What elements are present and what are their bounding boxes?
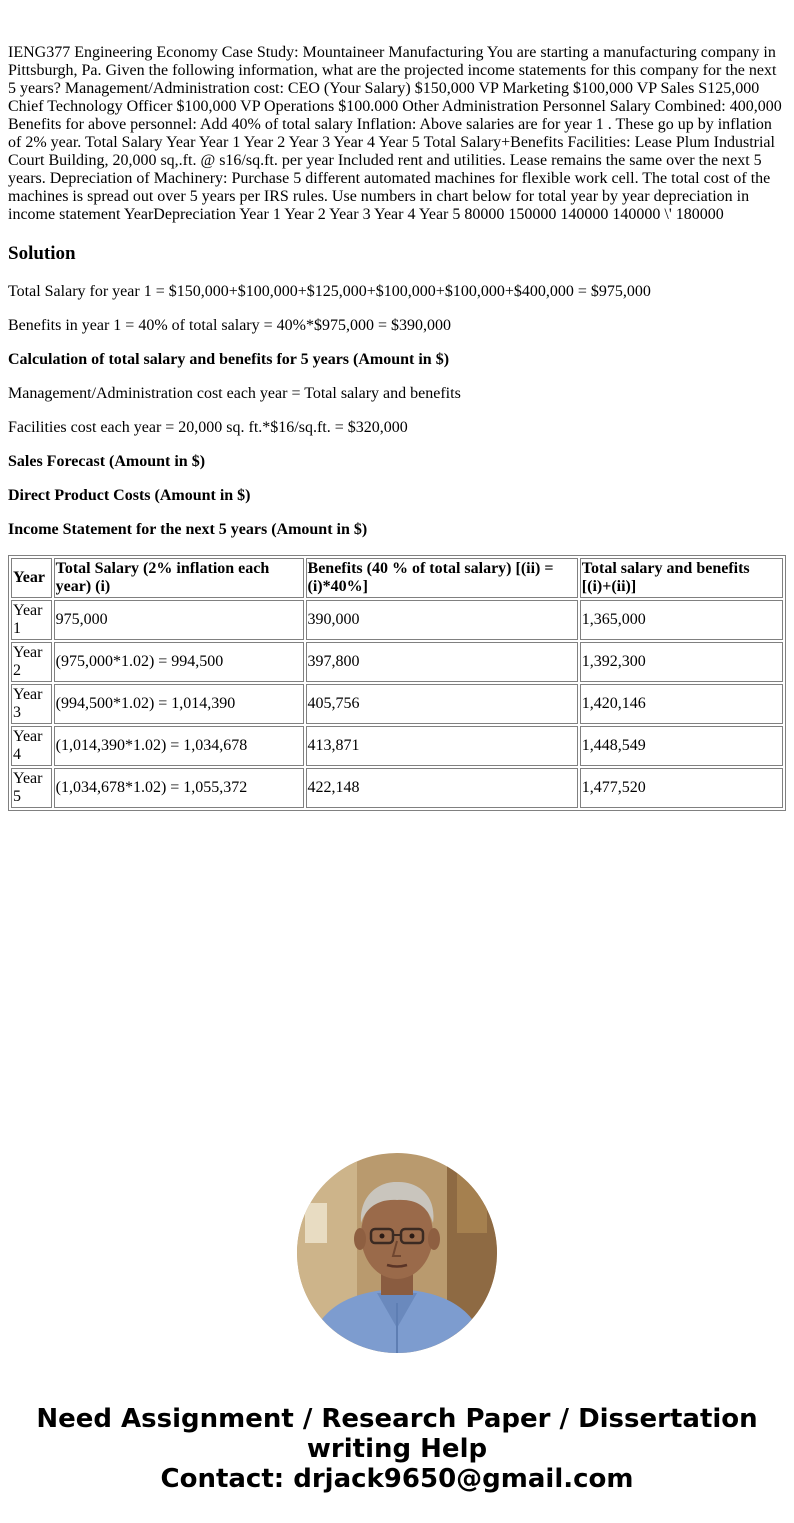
document-body: [8, 44, 786, 811]
table-row: [11, 726, 783, 766]
table-row: [11, 684, 783, 724]
cell-benefits: 390,000: [306, 600, 578, 640]
cell-total: 1,420,146: [580, 684, 783, 724]
cell-total-salary: (1,014,390*1.02) = 1,034,678: [54, 726, 304, 766]
direct-heading: Direct Product Costs (Amount in $): [8, 487, 251, 504]
question-text: IENG377 Engineering Economy Case Study: Mountaineer Manufacturing You are starting a manufacturing company in Pittsburgh, Pa. Given the following information, what are the projected income statements for this company for the next 5 years? Management/Administration cost: CEO (Your Salary) $150,000 VP Marketing $100,000 VP Sales S125,000 Chief Technology Officer $100,000 VP Operations $100.000 Other Administration Personnel Salary Combined: 400,000 Benefits for above personnel: Add 40% of total salary Inflation: Above salaries are for year 1 . These go up by inflation of 2% year. Total Salary Year Year 1 Year 2 Year 3 Year 4 Year 5 Total Salary+Benefits Facilities: Lease Plum Industrial Court Building, 20,000 sq,.ft. @ s16/sq.ft. per year Included rent and utilities. Lease remains the same over the next 5 years. Depreciation of Machinery: Purchase 5 different automated machines for flexible work cell. The total cost of the machines is spread out over 5 years per IRS rules. Use numbers in chart below for total year by year depreciation in income statement YearDepreciation Year 1 Year 2 Year 3 Year 4 Year 5 80000 150000 140000 140000 \' 180000: [8, 44, 782, 223]
table-row: [11, 600, 783, 640]
cell-total: 1,448,549: [580, 726, 783, 766]
table-header-row: [11, 558, 783, 598]
benefits-line: Benefits in year 1 = 40% of total salary = 40%*$975,000 = $390,000: [8, 317, 451, 334]
cell-benefits: 397,800: [306, 642, 578, 682]
cell-benefits: 422,148: [306, 768, 578, 808]
cell-total-salary: (1,034,678*1.02) = 1,055,372: [54, 768, 304, 808]
footer-line-1: Need Assignment / Research Paper / Dissertation: [36, 1404, 758, 1434]
salary-benefits-table: [8, 555, 786, 811]
solution-heading: Solution: [8, 243, 76, 264]
facilities-line: Facilities cost each year = 20,000 sq. ft.*$16/sq.ft. = $320,000: [8, 419, 408, 436]
table-row: [11, 642, 783, 682]
author-avatar: [297, 1153, 497, 1353]
mgmt-line: Management/Administration cost each year = Total salary and benefits: [8, 385, 461, 402]
cell-total-salary: (994,500*1.02) = 1,014,390: [54, 684, 304, 724]
header-year: Year: [11, 558, 52, 598]
cell-total: 1,392,300: [580, 642, 783, 682]
header-total-salary: Total Salary (2% inflation each year) (i): [54, 558, 304, 598]
calc-heading: Calculation of total salary and benefits for 5 years (Amount in $): [8, 351, 450, 368]
cell-year: Year 3: [11, 684, 52, 724]
table-row: [11, 768, 783, 808]
cell-total: 1,365,000: [580, 600, 783, 640]
cell-benefits: 413,871: [306, 726, 578, 766]
cell-year: Year 5: [11, 768, 52, 808]
total-salary-line: Total Salary for year 1 = $150,000+$100,000+$125,000+$100,000+$100,000+$400,000 = $975,000: [8, 283, 651, 300]
footer-line-3: Contact: drjack9650@gmail.com: [160, 1464, 634, 1494]
cell-benefits: 405,756: [306, 684, 578, 724]
cell-total-salary: (975,000*1.02) = 994,500: [54, 642, 304, 682]
sales-heading: Sales Forecast (Amount in $): [8, 453, 206, 470]
cell-total: 1,477,520: [580, 768, 783, 808]
footer-contact: [0, 1404, 794, 1494]
cell-year: Year 1: [11, 600, 52, 640]
footer-line-2: writing Help: [306, 1434, 488, 1464]
header-total-salary-benefits: Total salary and benefits [(i)+(ii)]: [580, 558, 783, 598]
header-benefits: Benefits (40 % of total salary) [(ii) = (i)*40%]: [306, 558, 578, 598]
cell-total-salary: 975,000: [54, 600, 304, 640]
cell-year: Year 4: [11, 726, 52, 766]
income-heading: Income Statement for the next 5 years (Amount in $): [8, 521, 368, 538]
cell-year: Year 2: [11, 642, 52, 682]
